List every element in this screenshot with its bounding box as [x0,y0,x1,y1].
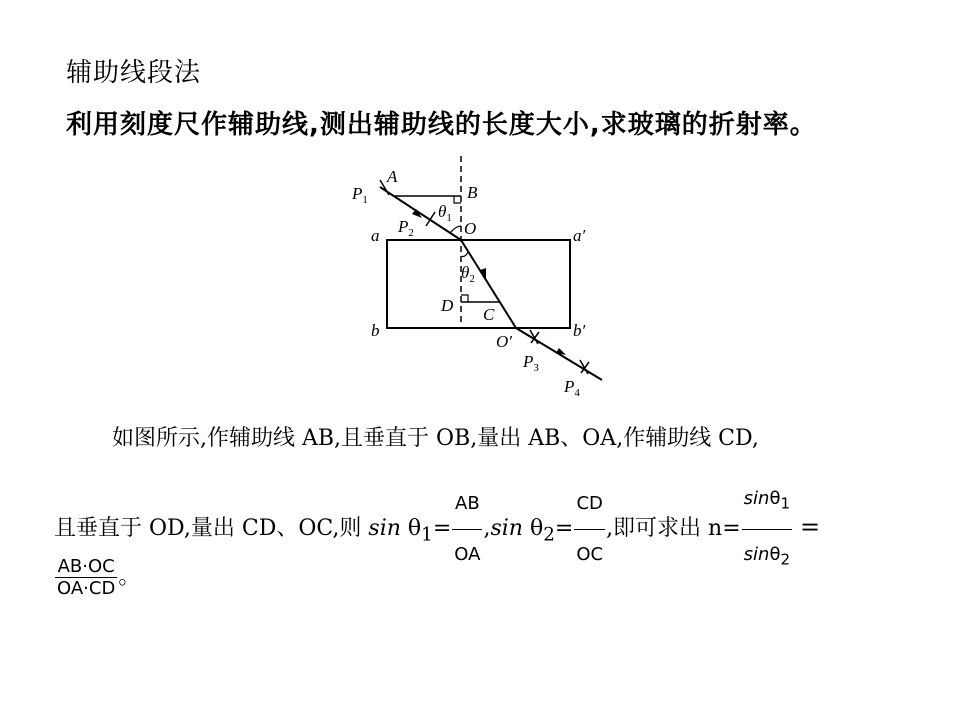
right-angle-d [461,295,468,302]
label-a-left: a [371,226,380,245]
label-c: C [483,305,495,324]
label-b: B [467,183,478,202]
angle-arc-theta1 [450,226,461,233]
refraction-diagram [340,152,620,407]
eq-1: = [432,516,452,542]
section-title: 辅助线段法 [66,58,202,88]
label-theta2: $\theta_2$ [461,263,475,285]
line2-text-b: ,即可求出 n= [606,516,741,542]
label-p3: $P_3$ [523,352,539,374]
label-p2: $P_2$ [398,217,414,239]
sin-2: sin [490,516,523,542]
label-theta1: $\theta_1$ [438,202,452,224]
label-d: D [441,296,454,315]
body-line-3 [54,556,140,599]
label-p4: $P_4$ [564,377,580,399]
theta-2: θ [522,516,544,542]
sub-2: 2 [543,524,555,546]
fraction-final: $\frac{AB\cdot OC}{OA\cdot CD}$ [57,556,116,599]
label-o-prime: O′ [496,332,512,351]
comma-1: , [483,516,491,542]
label-a-prime: a′ [573,226,586,245]
body-line-1: 如图所示,作辅助线 AB,且垂直于 OB,量出 AB、OA,作辅助线 CD, [112,426,759,451]
eq-2: = [554,516,574,542]
sin-1: sin [368,516,401,542]
label-p1: $P_1$ [352,184,368,206]
section-subtitle: 利用刻度尺作辅助线,测出辅助线的长度大小,求玻璃的折射率。 [66,110,817,140]
line2-text-a: 且垂直于 OD,量出 CD、OC,则 [54,516,369,542]
right-angle-b [454,196,461,203]
arrow-refracted [480,268,486,280]
label-a: A [387,167,398,186]
body-line-2 [54,474,820,584]
label-b-left: b [371,321,380,340]
label-o: O [464,219,477,238]
fraction-sin-ratio: $\frac{\sin\theta_1}{\sin\theta_2}$ [742,474,792,584]
label-b-prime: b′ [573,321,586,340]
fraction-cd-oc: $\frac{CD}{OC}$ [574,479,605,580]
equals-sign: = [800,513,821,542]
sub-1: 1 [421,524,433,546]
period: 。 [118,564,141,590]
fraction-ab-oa: $\frac{AB}{OA}$ [452,479,482,580]
theta-1: θ [400,516,422,542]
glass-block [387,240,570,328]
angle-arc-theta2 [461,252,468,257]
